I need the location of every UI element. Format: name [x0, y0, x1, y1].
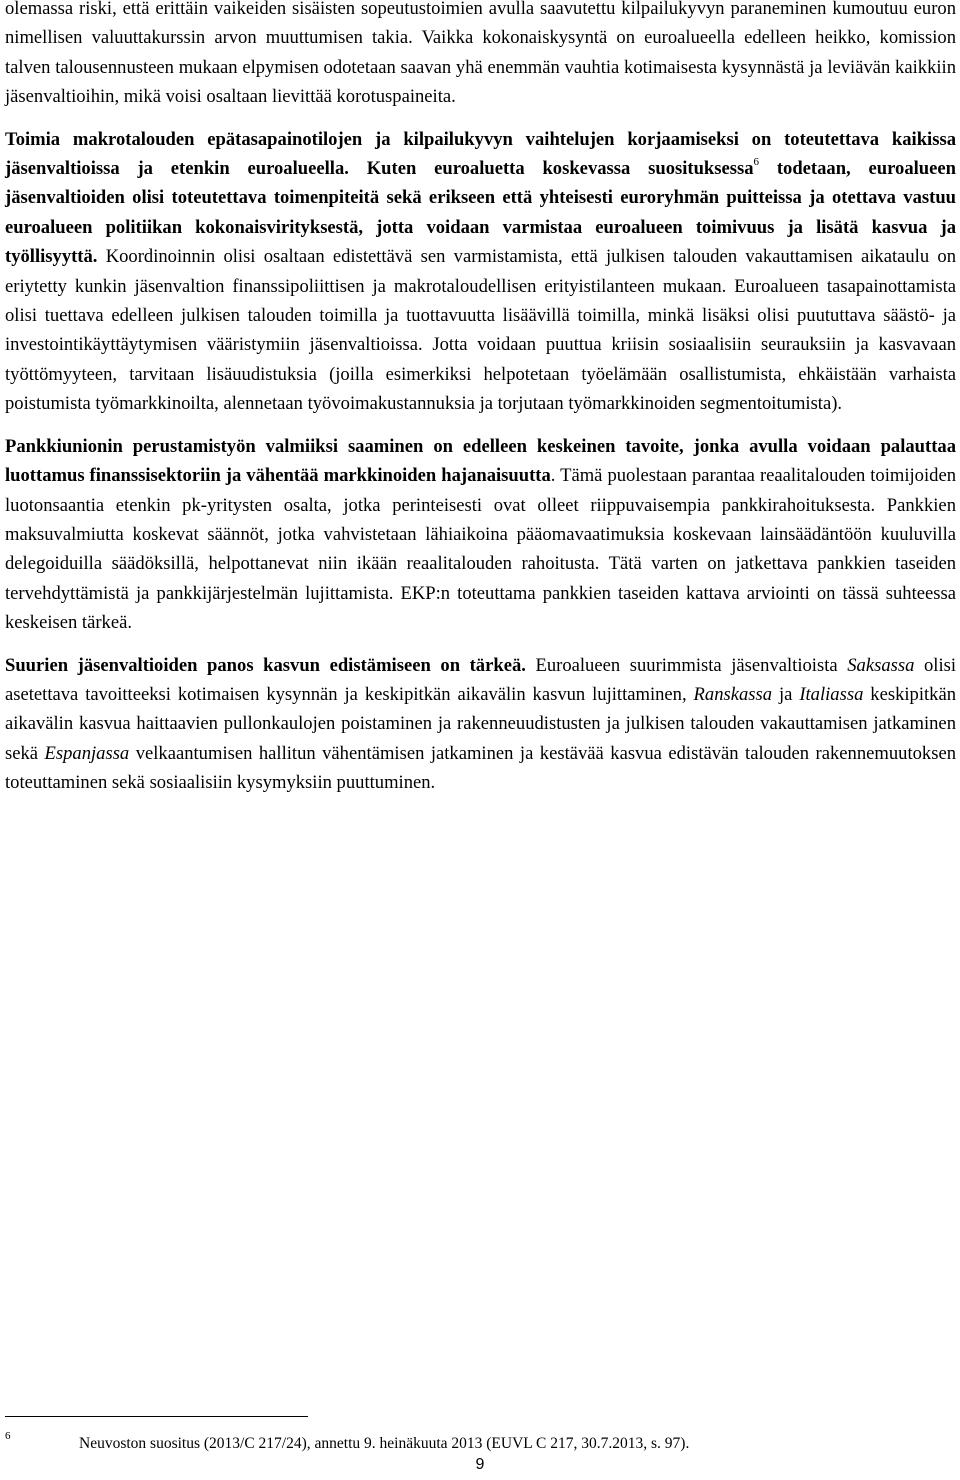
paragraph-3 — [5, 432, 956, 638]
country-italy: Italiassa — [799, 683, 864, 705]
paragraph-4-text-1: Euroalueen suurimmista jäsenvaltioista — [525, 654, 848, 676]
footnote-text: Neuvoston suositus (2013/C 217/24), annettu 9. heinäkuuta 2013 (EUVL C 217, 30.7.2013, s. 97). — [79, 1435, 690, 1452]
country-france: Ranskassa — [693, 683, 773, 705]
document-body — [5, 0, 956, 798]
paragraph-2-bold-cont: todetaan, euroalueen jäsenvaltioiden olisi toteutettava toimenpiteitä sekä erikseen että yhteisesti euroryhmän puitteissa ja otettava vastuu euroalueen politiikan kokonaisvirityksestä, jotta voidaan varmistaa euroalueen toimivuus ja lisätä kasvua ja työllisyyttä. — [5, 158, 956, 268]
paragraph-4-text-5: velkaantumisen hallitun vähentämisen jatkaminen ja kestävää kasvua edistävän talouden rakennemuutoksen toteuttaminen sekä sosiaalisiin kysymyksiin puuttuminen. — [5, 742, 956, 794]
paragraph-1-text: olemassa riski, että erittäin vaikeiden sisäisten sopeutustoimien avulla saavutettu kilpailukyvyn paraneminen kumoutuu euron nimellisen valuuttakurssin arvon muuttumisen takia. Vaikka kokonaiskysyntä on euroalueella edelleen heikko, komission talven talousennusteen mukaan elpymisen odotetaan saavan yhä enemmän vauhtia kotimaisesta kysynnästä ja leviävän kaikkiin jäsenvaltioihin, mikä voisi osaltaan lievittää korotuspaineita. — [5, 0, 956, 108]
footnote-reference[interactable]: 6 — [753, 155, 760, 168]
paragraph-3-bold-lead: Pankkiunionin perustamistyön valmiiksi saaminen on edelleen keskeinen tavoite, jonka avulla voidaan palauttaa luottamus finanssisektoriin ja vähentää markkinoiden hajanaisuutta — [5, 435, 956, 487]
paragraph-1 — [5, 0, 956, 112]
paragraph-4-text-4: keskipitkän aikavälin kasvua haittaavien pullonkaulojen poistaminen ja rakenneuudistusten ja julkisen talouden vakauttamisen jatkaminen sekä — [5, 683, 957, 764]
paragraph-4-text-2: olisi asetettava tavoitteeksi kotimaisen kysynnän ja keskipitkän aikavälin kasvun lujittaminen, — [5, 654, 957, 705]
paragraph-4-bold-lead: Suurien jäsenvaltioiden panos kasvun edistämiseen on tärkeä. — [5, 654, 526, 676]
country-spain: Espanjassa — [44, 742, 130, 764]
paragraph-2-bold-lead: Toimia makrotalouden epätasapainotilojen ja kilpailukyvyn vaihtelujen korjaamiseksi on toteutettava kaikissa jäsenvaltioissa ja etenkin euroalueella. Kuten euroaluetta koskevassa suosituksessa — [5, 128, 956, 180]
footnote-separator — [5, 1416, 308, 1417]
paragraph-2-text: Koordinoinnin olisi osaltaan edistettävä sen varmistamista, että julkisen talouden vakauttamisen aikataulu on eriytetty kunkin jäsenvaltion finanssipoliittisen ja makrotaloudellisen erityistilanteen mukaan. Euroalueen tasapainottamista olisi tuettava edelleen julkisen talouden toimilla ja tuottavuutta lisäävillä toimilla, minkä lisäksi olisi puututtava säästö- ja investointikäyttäytymisen vääristymiin jäsenvaltioissa. Jotta voidaan puuttua kriisin sosiaalisiin seurauksiin ja kasvavaan työttömyyteen, tarvitaan lisäuudistuksia (joilla esimerkiksi helpotetaan työelämään osallistumista, ehkäistään varhaista poistumista työmarkkinoilta, alennetaan työvoimakustannuksia ja torjutaan työmarkkinoiden segmentoitumista). — [5, 246, 956, 415]
page-number: 9 — [475, 1456, 485, 1473]
paragraph-4 — [5, 651, 956, 798]
footnote-number: 6 — [5, 1430, 11, 1442]
paragraph-2 — [5, 125, 956, 419]
country-germany: Saksassa — [847, 654, 915, 676]
paragraph-4-text-3: ja — [772, 683, 800, 705]
paragraph-3-text: . Tämä puolestaan parantaa reaalitalouden toimijoiden luotonsaantia etenkin pk-yritysten osalta, jotka perinteisesti ovat olleet riippuvaisempia pankkirahoituksesta. Pankkien maksuvalmiutta koskevat säännöt, jotka vahvistetaan lähiaikoina pääomavaatimuksia koskevaan lainsäädäntöön kuuluvilla delegoiduilla säädöksillä, helpottanevat niin ikään reaalitalouden rahoitusta. Tätä varten on jatkettava pankkien taseiden tervehdyttämistä ja pankkijärjestelmän lujittamista. EKP:n toteuttama pankkien taseiden kattava arviointi on tässä suhteessa keskeisen tärkeä. — [5, 465, 956, 634]
